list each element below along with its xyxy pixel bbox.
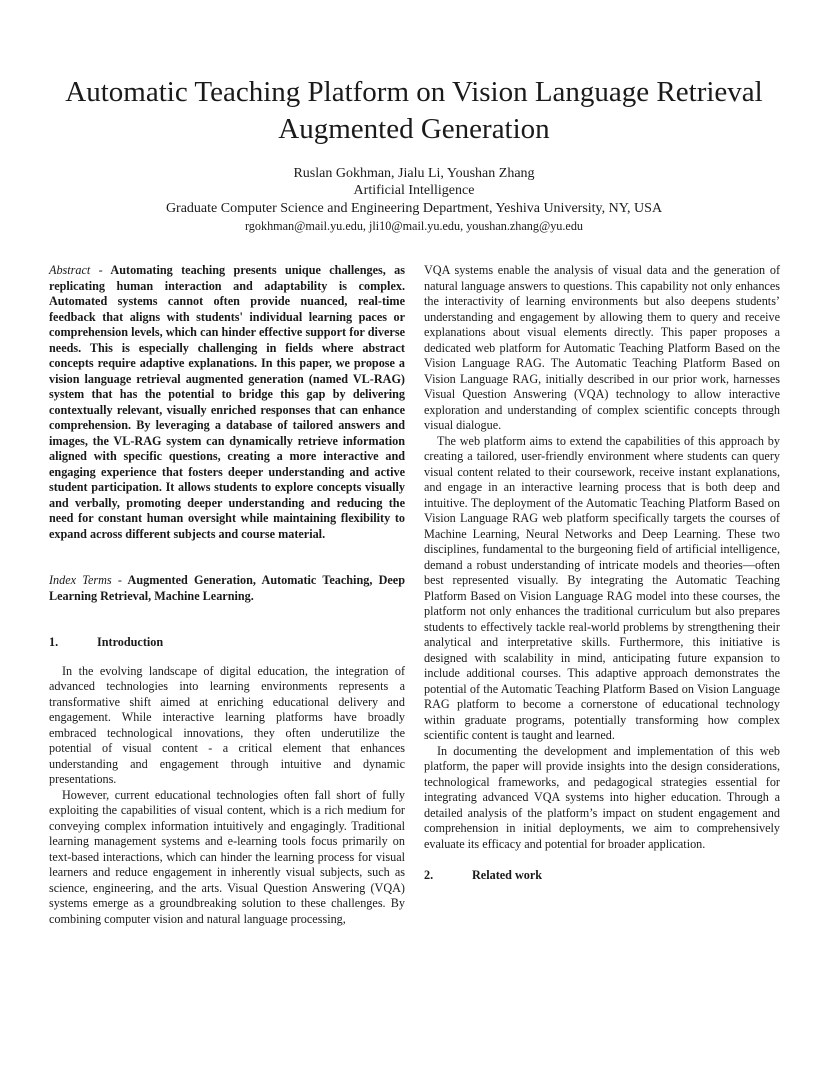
emails: rgokhman@mail.yu.edu, jli10@mail.yu.edu, youshan.zhang@yu.edu	[244, 219, 584, 233]
section-2-title: Related work	[472, 868, 543, 882]
section-1-title: Introduction	[97, 635, 164, 649]
index-terms	[49, 573, 405, 604]
section-2-heading	[424, 868, 780, 884]
section-1-number: 1.	[49, 635, 59, 649]
right-column	[424, 263, 780, 897]
section-1-heading	[49, 635, 405, 651]
index-terms-label: Index Terms -	[49, 573, 122, 587]
index-terms-text: Augmented Generation, Automatic Teaching, Deep Learning Retrieval, Machine Learning.	[49, 573, 405, 603]
left-column	[49, 263, 405, 927]
section-2-number: 2.	[424, 868, 434, 882]
intro-paragraph-3: VQA systems enable the analysis of visual data and the generation of natural language answers to questions. This capability not only enhances the interactivity of learning environments but also deepens students’ understanding and engagement by allowing them to query and receive explanations about visual elements directly. This paper proposes a dedicated web platform for Automatic Teaching Platform Based on the Vision Language RAG. The Automatic Teaching Platform Based on Vision Language RAG, initially described in our prior work, harnesses Visual Question Answering (VQA) technology to allow interactive exploration and understanding of complex scientific concepts through visual dialogue.	[424, 263, 780, 432]
department: Graduate Computer Science and Engineering Department, Yeshiva University, NY, USA	[165, 201, 663, 216]
paper-title: Automatic Teaching Platform on Vision Language Retrieval Augmented Generation	[65, 76, 763, 145]
abstract	[49, 263, 405, 542]
intro-paragraph-1: In the evolving landscape of digital education, the integration of advanced technologies into learning environments represents a transformative shift aimed at enriching educational delivery and engagement. While interactive learning platforms have broadly embraced technological innovations, they often underutilize the potential of visual content - a critical element that enhances understanding and engagement through intuitive and dynamic presentations.	[49, 663, 405, 786]
intro-paragraph-2: However, current educational technologies often fall short of fully exploiting the capabilities of visual content, which is a rich medium for conveying complex information intuitively and engagingly. Traditional learning management systems and e-learning tools focus primarily on text-based interactions, which can hinder the learning process for visual learners and reduce engagement in inherently visual subjects, such as science, engineering, and the arts. Visual Question Answering (VQA) systems emerge as a groundbreaking solution to these challenges. By combining computer vision and natural language processing,	[49, 787, 405, 926]
affiliation: Artificial Intelligence	[353, 183, 475, 198]
intro-paragraph-4: The web platform aims to extend the capabilities of this approach by creating a tailored, user-friendly environment where students can query visual content related to their coursework, receive instant explanations, and engage in an interactive learning process that is both deep and intuitive. The deployment of the Automatic Teaching Platform Based on Vision Language RAG web platform specifically targets the courses of Machine Learning, Neural Networks and Deep Learning. These two disciplines, fundamental to the burgeoning field of artificial intelligence, demand a robust understanding of intricate models and theories—often best represented visually. By integrating the Automatic Teaching Platform Based on Vision Language RAG model into these courses, the platform not only enhances the traditional curriculum but also prepares students to effectively tackle real-world problems by strengthening their analytical and interpretative skills. Furthermore, this initiative is designed with scalability in mind, anticipating future expansion to include additional courses. This adaptive approach demonstrates the potential of the Automatic Teaching Platform Based on Vision Language RAG platform to become a cornerstone of educational technology within graduate programs, potentially transforming how complex scientific content is taught and learned.	[424, 433, 780, 742]
abstract-text: Automating teaching presents unique challenges, as replicating human interaction and adaptability is complex. Automated systems cannot often provide nuanced, real-time feedback that aligns with students' individual learning paces or comprehension levels, which can hinder effective support for diverse needs. This is especially challenging in fields where abstract concepts require adaptive explanations. In this paper, we propose a vision language retrieval augmented generation (named VL-RAG) system that has the potential to bridge this gap by delivering contextually relevant, visually enriched responses that can enhance comprehension. By leveraging a database of tailored answers and images, the VL-RAG system can dynamically retrieve information aligned with specific questions, creating a more interactive and engaging experience that fosters deeper understanding and active student participation. It allows students to explore concepts visually and verbally, promoting deeper understanding and reducing the need for constant human oversight while maintaining flexibility to expand across different subjects and course material.	[49, 263, 405, 541]
intro-paragraph-5: In documenting the development and implementation of this web platform, the paper will provide insights into the design considerations, technological frameworks, and pedagogical strategies essential for integrating advanced VQA systems into higher education. Through a detailed analysis of the platform’s impact on student engagement and comprehension in initial deployments, we aim to comprehensively evaluate its efficacy and potential for broader application.	[424, 743, 780, 851]
abstract-label: Abstract -	[49, 263, 103, 277]
authors: Ruslan Gokhman, Jialu Li, Youshan Zhang	[293, 166, 535, 181]
